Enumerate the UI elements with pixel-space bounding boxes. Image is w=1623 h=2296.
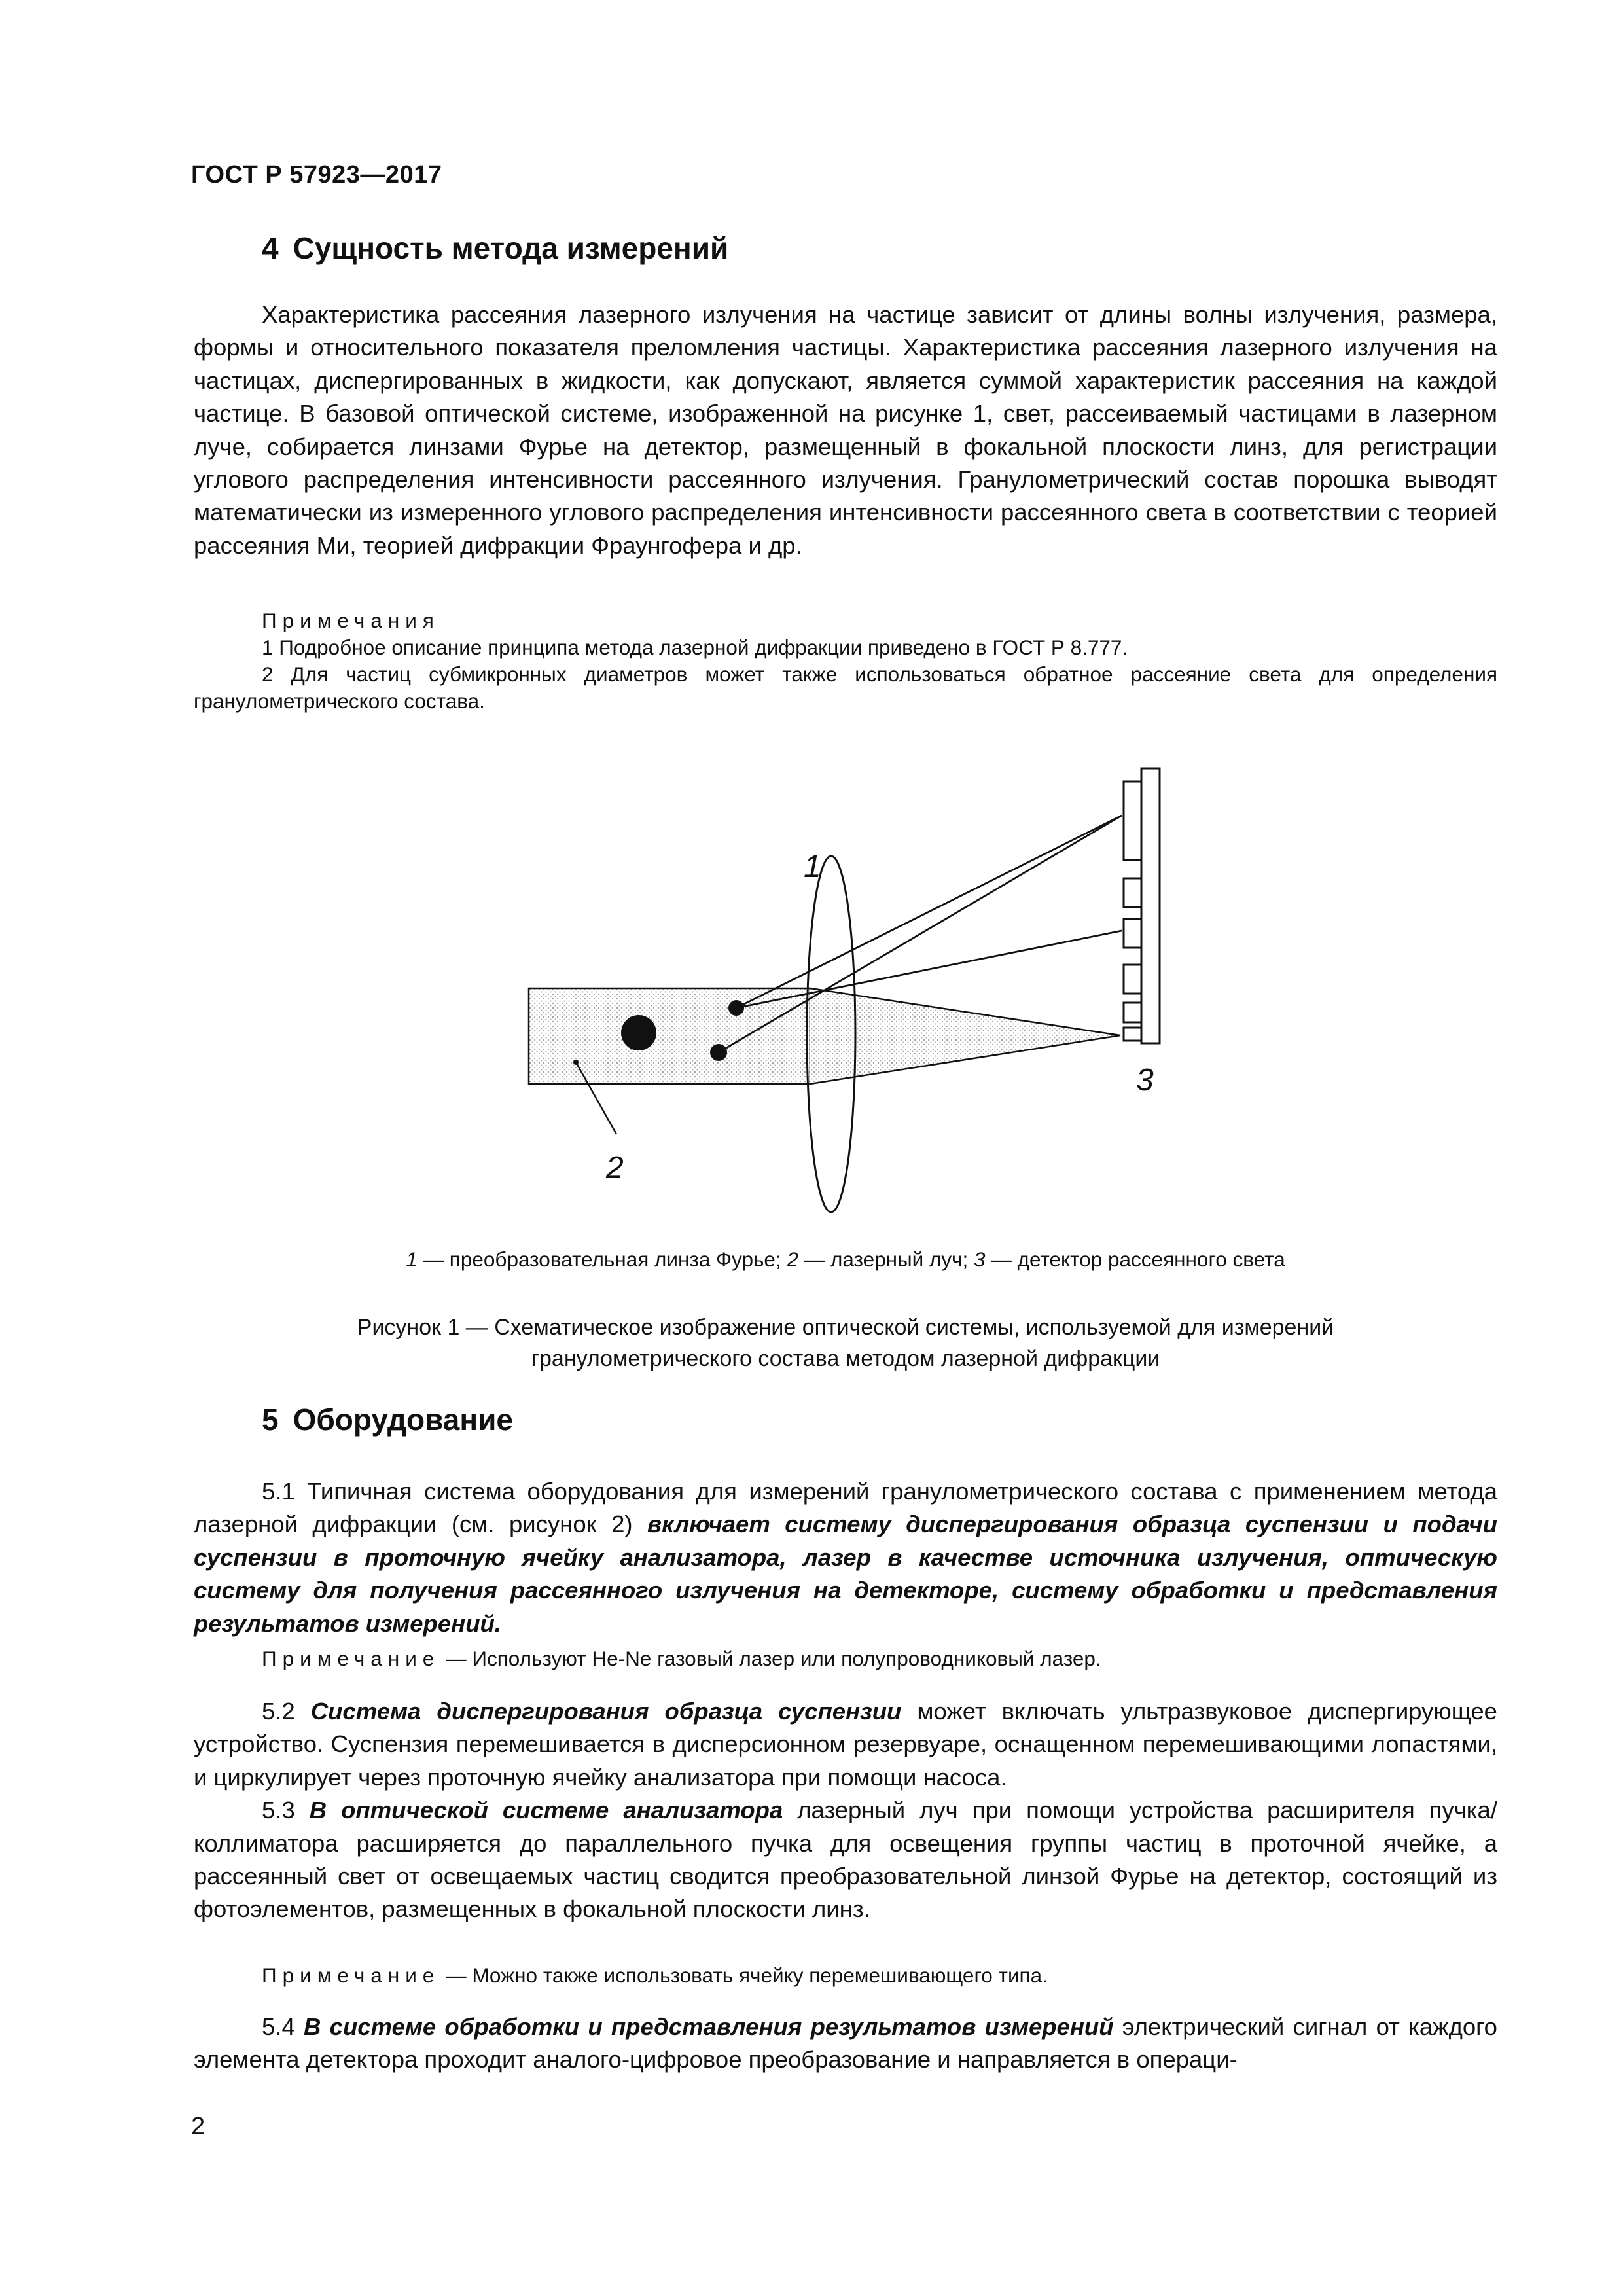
note-5-3 [194,1962,1497,1989]
scattered-ray-2 [736,816,1122,1008]
particle-large [621,1015,656,1050]
optical-system-diagram [510,759,1165,1217]
paragraph-5-4 [194,2011,1497,2077]
scattered-ray-1 [736,931,1122,1008]
detector-element-6 [1124,1028,1141,1041]
figure-1-title-line-1: Рисунок 1 — Схематическое изображение оптической системы, используемой для измерений [357,1315,1334,1340]
legend-text-3: — детектор рассеянного света [985,1247,1285,1271]
figure-1-title-line-2: гранулометрического состава методом лазерной дифракции [531,1346,1160,1371]
figure-1-legend [194,1247,1497,1272]
paragraph-5-3-text: лазерный луч при помощи устройства расширителя пучка/коллиматора расширяется до параллельного пучка для освещения группы частиц в проточной ячейке, а рассеянный свет от освещаемых частиц сводится преобразовательной линзой Фурье на детектор, состоящий из фотоэлементов, размещенных в фокальной плоскости линз. [194,1797,1497,1923]
paragraph-5-3-number: 5.3 [262,1797,310,1824]
paragraph-5-1-text: 5.1 Типичная система оборудования для измерений гранулометрического состава с применением метода лазерной дифракции (см. рисунок 2) [194,1478,1497,1538]
detector-element-4 [1124,965,1141,994]
detector-body [1141,768,1160,1043]
converging-beam [810,988,1120,1084]
note-5-1-text: — Используют He-Ne газовый лазер или полупроводниковый лазер. [440,1647,1101,1670]
note-1: 1 Подробное описание принципа метода лазерной дифракции приведено в ГОСТ Р 8.777. [262,636,1128,659]
section-5-body-c [194,2011,1497,2077]
note-5-1 [194,1645,1497,1672]
section-4-heading [262,230,728,266]
section-5-body-b [194,1695,1497,1926]
standard-header: ГОСТ Р 57923—2017 [191,161,442,188]
detector-element-2 [1124,878,1141,907]
section-5-body-a [194,1475,1497,1640]
paragraph-5-3-emphasis: В оптической системе анализатора [309,1797,783,1824]
paragraph-5-3 [194,1794,1497,1926]
detector-element-1 [1124,781,1141,860]
section-4-notes [194,607,1497,715]
legend-num-3: 3 [974,1247,986,1271]
label-detector: 3 [1136,1063,1154,1098]
paragraph-5-4-number: 5.4 [262,2013,304,2040]
legend-num-2: 2 [787,1247,798,1271]
legend-text-1: — преобразовательная линза Фурье; [417,1247,787,1271]
paragraph-5-4-text: электрический сигнал от каждого элемента детектора проходит аналого-цифровое преобразование и направляется в операци- [194,2013,1497,2073]
section-4-title: Сущность метода измерений [293,231,729,265]
section-5-heading [262,1402,513,1437]
paragraph-5-2-emphasis: Система диспергирования образца суспензии [310,1698,902,1725]
page-number: 2 [191,2113,205,2140]
label-lens: 1 [804,850,821,884]
paragraph-5-2-number: 5.2 [262,1698,311,1725]
note-5-3-label: Примечание [262,1964,440,1987]
paragraph-5-1-emphasis: включает систему диспергирования образца суспензии и подачи суспензии в проточную ячейку анализатора, лазер в качестве источника излучения, оптическую систему для получения рассеянного излучения на детекторе, систему обработки и представления результатов измерений. [194,1511,1497,1637]
section-4-body [194,298,1497,562]
figure-1-title [194,1312,1497,1374]
note-5-1-label: Примечание [262,1647,440,1670]
paragraph-5-2 [194,1695,1497,1794]
laser-beam [529,988,810,1084]
note-5-3-text: — Можно также использовать ячейку перемешивающего типа. [440,1964,1048,1987]
notes-heading: Примечания [262,609,440,632]
paragraph-5-2-text: может включать ультразвуковое диспергирующее устройство. Суспензия перемешивается в дисперсионном резервуаре, оснащенном перемешивающими лопастями, и циркулирует через проточную ячейку анализатора при помощи насоса. [194,1698,1497,1791]
note-2: 2 Для частиц субмикронных диаметров может также использоваться обратное рассеяние света для определения гранулометрического состава. [194,662,1497,713]
section-4-paragraph: Характеристика рассеяния лазерного излучения на частице зависит от длины волны излучения, размера, формы и относительного показателя преломления частицы. Характеристика рассеяния лазерного излучения на частицах, диспергированных в жидкости, как допускают, является суммой характеристик рассеяния на каждой частице. В базовой оптической системе, изображенной на рисунке 1, свет, рассеиваемый частицами в лазерном луче, собирается линзами Фурье на детектор, размещенный в фокальной плоскости линз, для регистрации углового распределения интенсивности рассеянного излучения. Гранулометрический состав порошка выводят математически из измеренного углового распределения интенсивности рассеянного света в соответствии с теорией рассеяния Ми, теорией дифракции Фраунгофера и др. [194,301,1497,559]
section-5-title: Оборудование [293,1403,514,1437]
section-5-number: 5 [262,1403,279,1437]
detector-element-3 [1124,919,1141,948]
label-beam: 2 [606,1151,624,1185]
section-4-number: 4 [262,231,279,265]
paragraph-5-4-emphasis: В системе обработки и представления результатов измерений [304,2013,1114,2040]
legend-text-2: — лазерный луч; [798,1247,974,1271]
legend-num-1: 1 [406,1247,418,1271]
paragraph-5-1 [194,1475,1497,1640]
detector-element-5 [1124,1003,1141,1022]
